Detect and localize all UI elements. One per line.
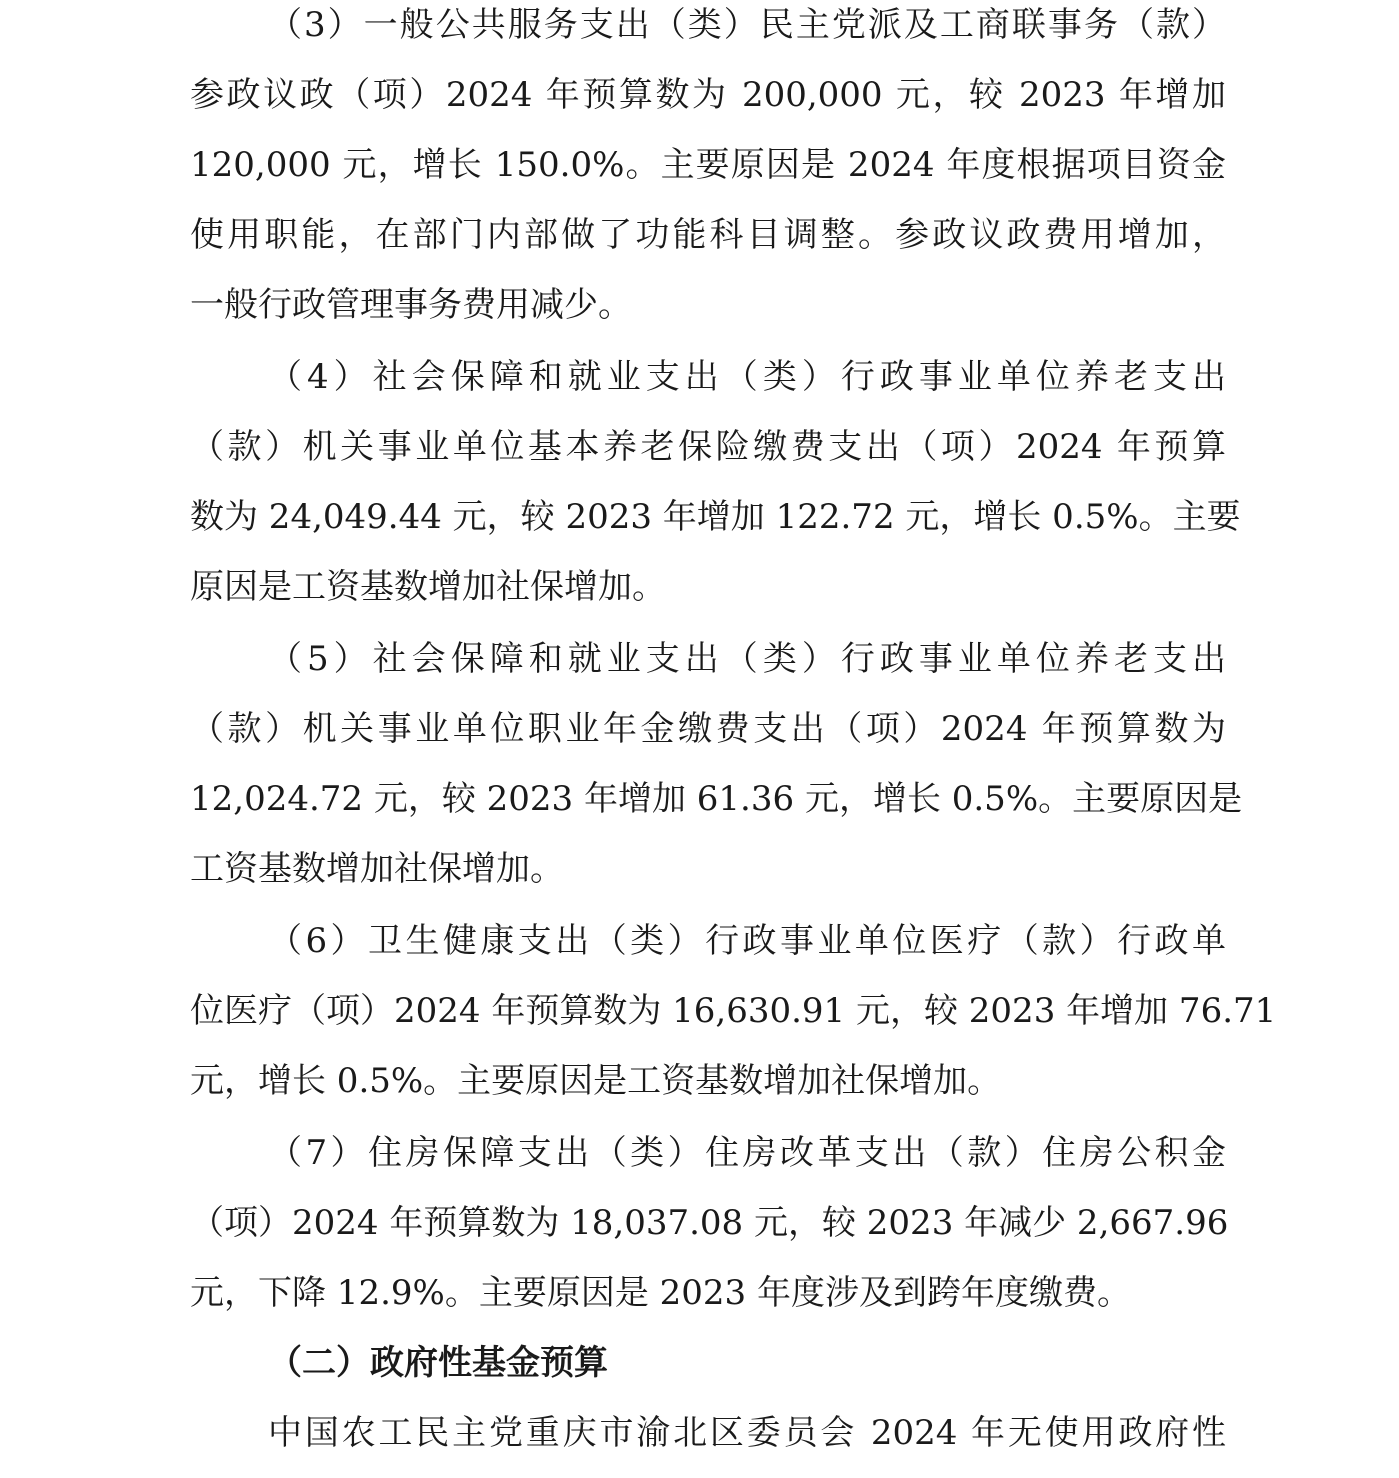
text-line: （4）社会保障和就业支出（类）行政事业单位养老支出 bbox=[268, 357, 1226, 397]
text-line: 使用职能，在部门内部做了功能科目调整。参政议政费用增加， bbox=[190, 215, 1226, 255]
text-line: （3）一般公共服务支出（类）民主党派及工商联事务（款） bbox=[268, 5, 1226, 45]
text-line: （项）2024 年预算数为 18,037.08 元，较 2023 年减少 2,667.96 bbox=[190, 1203, 1229, 1243]
text-line: 120,000 元，增长 150.0%。主要原因是 2024 年度根据项目资金 bbox=[190, 145, 1226, 185]
section-heading: （二）政府性基金预算 bbox=[268, 1343, 608, 1383]
text-line: （6）卫生健康支出（类）行政事业单位医疗（款）行政单 bbox=[268, 921, 1226, 961]
text-line: 工资基数增加社保增加。 bbox=[190, 849, 564, 889]
text-line: 元，增长 0.5%。主要原因是工资基数增加社保增加。 bbox=[190, 1061, 1002, 1101]
text-line: 原因是工资基数增加社保增加。 bbox=[190, 567, 666, 607]
text-line: 12,024.72 元，较 2023 年增加 61.36 元，增长 0.5%。主要原因是 bbox=[190, 779, 1243, 819]
text-line: 位医疗（项）2024 年预算数为 16,630.91 元，较 2023 年增加 76.71 bbox=[190, 991, 1277, 1031]
text-line: 中国农工民主党重庆市渝北区委员会 2024 年无使用政府性 bbox=[268, 1413, 1226, 1453]
text-line: （款）机关事业单位职业年金缴费支出（项）2024 年预算数为 bbox=[190, 709, 1226, 749]
text-line: 一般行政管理事务费用减少。 bbox=[190, 285, 632, 325]
text-line: （5）社会保障和就业支出（类）行政事业单位养老支出 bbox=[268, 639, 1226, 679]
text-line: （款）机关事业单位基本养老保险缴费支出（项）2024 年预算 bbox=[190, 427, 1226, 467]
text-line: 元，下降 12.9%。主要原因是 2023 年度涉及到跨年度缴费。 bbox=[190, 1273, 1131, 1313]
text-line: （7）住房保障支出（类）住房改革支出（款）住房公积金 bbox=[268, 1133, 1226, 1173]
text-line: 数为 24,049.44 元，较 2023 年增加 122.72 元，增长 0.5%。主要 bbox=[190, 497, 1241, 537]
text-line: 参政议政（项）2024 年预算数为 200,000 元，较 2023 年增加 bbox=[190, 75, 1226, 115]
